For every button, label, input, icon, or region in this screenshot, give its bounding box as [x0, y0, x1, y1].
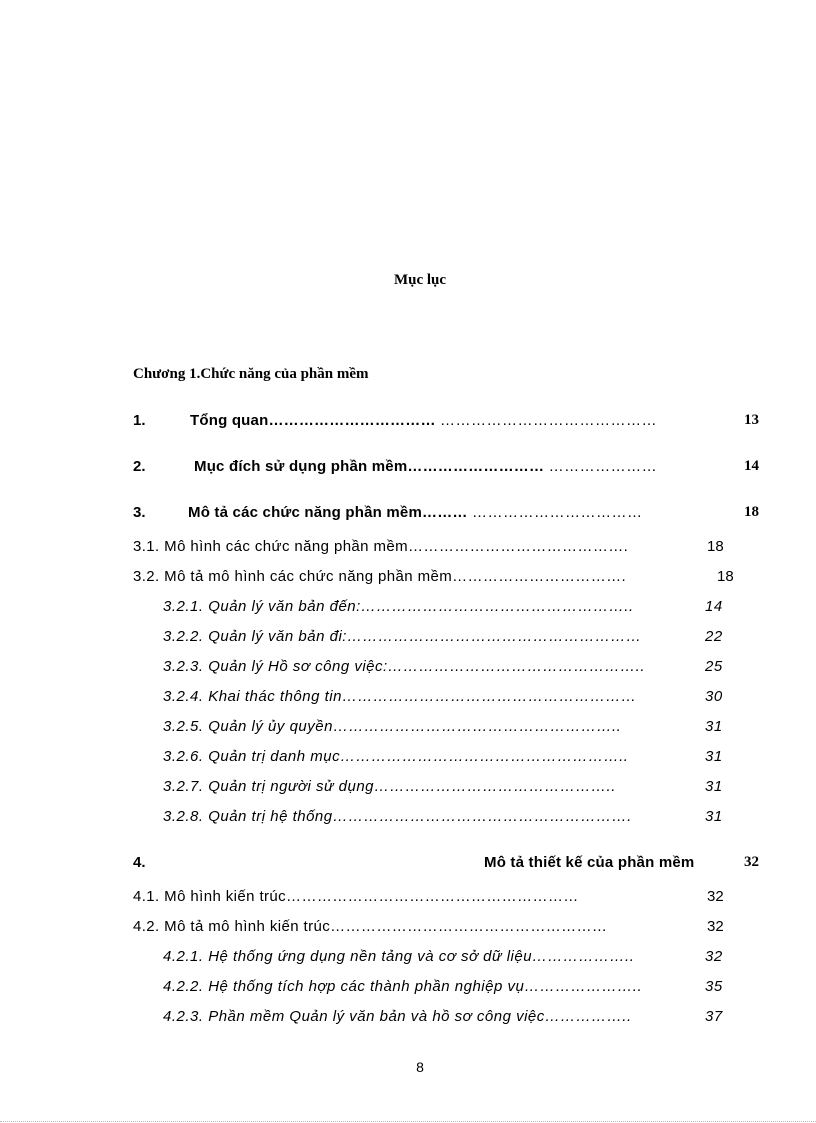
toc-entry-3-2-1-page: 14	[705, 598, 723, 615]
toc-entry-3-2-3: 3.2.3. Quản lý Hồ sơ công việc:…………………………………………..	[163, 658, 646, 675]
chapter-heading: Chương 1.Chức năng của phần mềm	[133, 366, 369, 382]
toc-entry-3-2-4-page: 30	[705, 688, 723, 705]
toc-entry-3-2-2-page: 22	[705, 628, 723, 645]
toc-entry-4-2-1-page: 32	[705, 948, 723, 965]
section-1-title: Tổng quan…………………………… ……………………………………	[190, 412, 658, 429]
section-3-page: 18	[744, 504, 759, 520]
toc-entry-3-2-7-page: 31	[705, 778, 723, 795]
toc-entry-3-2-7: 3.2.7. Quản trị người sử dụng………………………………………..	[163, 778, 616, 795]
toc-entry-3-2-page: 18	[717, 568, 734, 585]
toc-entry-4-2: 4.2. Mô tả mô hình kiến trúc………………………………………………	[133, 918, 608, 935]
toc-entry-3-1-page: 18	[707, 538, 724, 555]
section-4-page: 32	[744, 854, 759, 870]
section-2-number: 2.	[133, 458, 146, 475]
toc-entry-4-2-2: 4.2.2. Hệ thống tích hợp các thành phần nghiệp vụ…………………..	[163, 978, 643, 995]
toc-entry-3-2-3-page: 25	[705, 658, 723, 675]
section-2-page: 14	[744, 458, 759, 474]
toc-entry-4-2-page: 32	[707, 918, 724, 935]
toc-entry-4-2-1: 4.2.1. Hệ thống ứng dụng nền tảng và cơ sở dữ liệu………………..	[163, 948, 635, 965]
toc-entry-4-2-3-page: 37	[705, 1008, 723, 1025]
toc-entry-3-2-6: 3.2.6. Quản trị danh mục………………………………………………..	[163, 748, 629, 765]
toc-entry-3-2-8-page: 31	[705, 808, 723, 825]
page-bottom-divider	[0, 1121, 816, 1122]
toc-entry-4-1: 4.1. Mô hình kiến trúc…………………………………………………	[133, 888, 579, 905]
toc-entry-3-2-5-page: 31	[705, 718, 723, 735]
toc-entry-3-2-1: 3.2.1. Quản lý văn bản đến:……………………………………………..	[163, 598, 634, 615]
toc-entry-3-2-6-page: 31	[705, 748, 723, 765]
section-3-title: Mô tả các chức năng phần mềm……… ……………………………	[188, 504, 643, 521]
section-3-number: 3.	[133, 504, 146, 521]
section-2-title: Mục đích sử dụng phần mềm……………………… …………………	[194, 458, 658, 475]
toc-entry-3-2-8: 3.2.8. Quản trị hệ thống………………………………………………….	[163, 808, 632, 825]
section-4-title: Mô tả thiết kế của phần mềm	[484, 854, 695, 871]
toc-entry-3-2-4: 3.2.4. Khai thác thông tin…………………………………………………	[163, 688, 637, 705]
toc-title: Mục lục	[393, 272, 447, 288]
toc-entry-4-2-2-page: 35	[705, 978, 723, 995]
toc-entry-4-1-page: 32	[707, 888, 724, 905]
toc-entry-3-2-5: 3.2.5. Quản lý ủy quyền………………………………………………..	[163, 718, 622, 735]
section-1-number: 1.	[133, 412, 146, 429]
page-number: 8	[416, 1059, 424, 1075]
section-1-page: 13	[744, 412, 759, 428]
toc-entry-3-1: 3.1. Mô hình các chức năng phần mềm…………………………………….	[133, 538, 629, 555]
toc-entry-3-2-2: 3.2.2. Quản lý văn bản đi:…………………………………………………	[163, 628, 642, 645]
toc-entry-3-2: 3.2. Mô tả mô hình các chức năng phần mềm…………………………….	[133, 568, 627, 585]
toc-entry-4-2-3: 4.2.3. Phần mềm Quản lý văn bản và hồ sơ công việc……………..	[163, 1008, 632, 1025]
section-4-number: 4.	[133, 854, 146, 871]
